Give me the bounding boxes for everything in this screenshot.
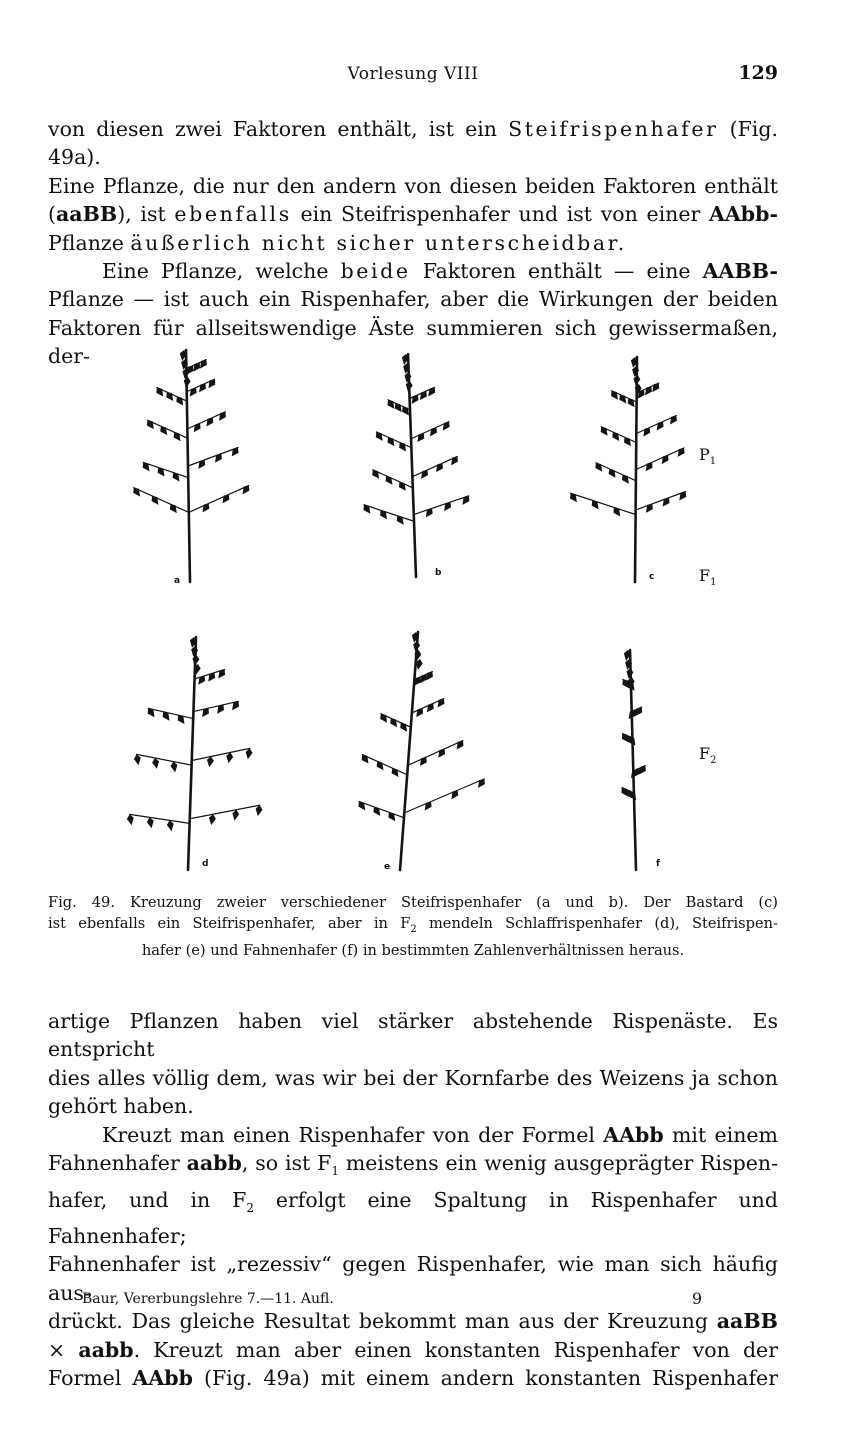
footer-citation: Baur, Vererbungslehre 7.—11. Aufl. (82, 1291, 334, 1307)
spaced-term: Steifrispenhafer (508, 117, 719, 141)
spaced-term: ebenfalls (174, 202, 292, 227)
label-f2: $F_2$ (699, 744, 717, 767)
body-text-bottom (48, 1007, 778, 1392)
plant-letter-f: f (656, 859, 660, 869)
text-run: (Fig. 49a). (48, 117, 778, 170)
plant-letter-a: a (174, 576, 181, 586)
paragraph-continued: artige Pflanzen haben viel stärker abstehende Rispenäste. Es entspricht dies alles völlig dem, was wir bei der Kornfarbe des Weizens ja schon (48, 1009, 778, 1090)
text-run: ), ist (117, 202, 175, 227)
formula: AAbb (132, 1366, 193, 1391)
text-run: ( (48, 202, 56, 227)
caption-line: Fig. 49. Kreuzung zweier verschiedener Steifrispenhafer (a und b). Der Bastard (c) (48, 894, 778, 911)
page-number: 129 (738, 62, 778, 84)
signature-mark: 9 (691, 1289, 702, 1308)
formula: AAbb (603, 1122, 664, 1147)
label-f1: $F_1$ (699, 566, 717, 589)
text-run: Faktoren für allseitswendige Äste summieren sich gewissermaßen, der- (48, 315, 778, 369)
plant-letter-b: b (435, 568, 442, 578)
figure-49 (48, 332, 778, 884)
plant-letter-d: d (202, 859, 209, 869)
label-p1: $P_1$ (699, 445, 717, 468)
formula: aaBB (716, 1309, 778, 1334)
plant-letter-e: e (384, 862, 391, 872)
text-run: Pflanze (48, 230, 131, 255)
running-head (48, 62, 778, 90)
running-title: Vorlesung VIII (347, 64, 479, 84)
text-run: Pflanze — ist auch ein Rispenhafer, aber die Wirkungen der beiden (48, 287, 778, 312)
paragraph-continued (48, 115, 778, 229)
caption-line: hafer (e) und Fahnenhafer (f) in bestimmten Zahlenverhältnissen heraus. (141, 941, 685, 959)
paragraph-kreuzung: Kreuzt man einen Rispenhafer von der Formel AAbb mit einem Fahnenhafer aabb, so ist $F_1$ meistens ein wenig ausgeprägter Rispen- hafer, und in $F_2$ erfolgt eine Spaltung in Rispenhafer und Fahnenhafer; Fahnenhafer ist „rezessiv“ gegen Rispenhafer, wie man sich häufig aus- drückt. Das gleiche Resultat bekommt man aus der Kreuzung aaBB × aabb. Kreuzt man aber einen konstanten Rispenhafer von der Formel AAbb (Fig. 49a) mit einem andern konstanten Rispenhafer (48, 1122, 779, 1391)
formula: aabb (186, 1151, 242, 1176)
figure-caption (48, 892, 778, 961)
oat-panicle-illustrations (48, 332, 778, 884)
text-run: Eine Pflanze, welche (102, 259, 341, 284)
formula: AAbb- (708, 202, 778, 227)
text-run: Eine Pflanze, die nur den andern von diesen beiden Faktoren enthält (48, 173, 778, 198)
plant-letter-c: c (649, 572, 655, 582)
formula: AABB- (702, 259, 779, 284)
paragraph-line-end: gehört haben. (48, 1094, 194, 1119)
spaced-term: äußerlich nicht sicher unterscheidbar. (130, 230, 627, 255)
formula: aabb (78, 1337, 134, 1362)
paragraph-line-end (48, 229, 778, 257)
spaced-term: beide (340, 259, 411, 284)
formula: aaBB (56, 202, 118, 227)
text-run: ein Steifrispenhafer und ist von einer (291, 202, 709, 227)
text-run: Faktoren enthält — eine (410, 259, 703, 284)
caption-line: ist ebenfalls ein Steifrispenhafer, aber in $F_2$ mendeln Schlaffrispenhafer (d), Steifrispen- (48, 915, 778, 935)
text-run: von diesen zwei Faktoren enthält, ist ein (48, 117, 509, 141)
